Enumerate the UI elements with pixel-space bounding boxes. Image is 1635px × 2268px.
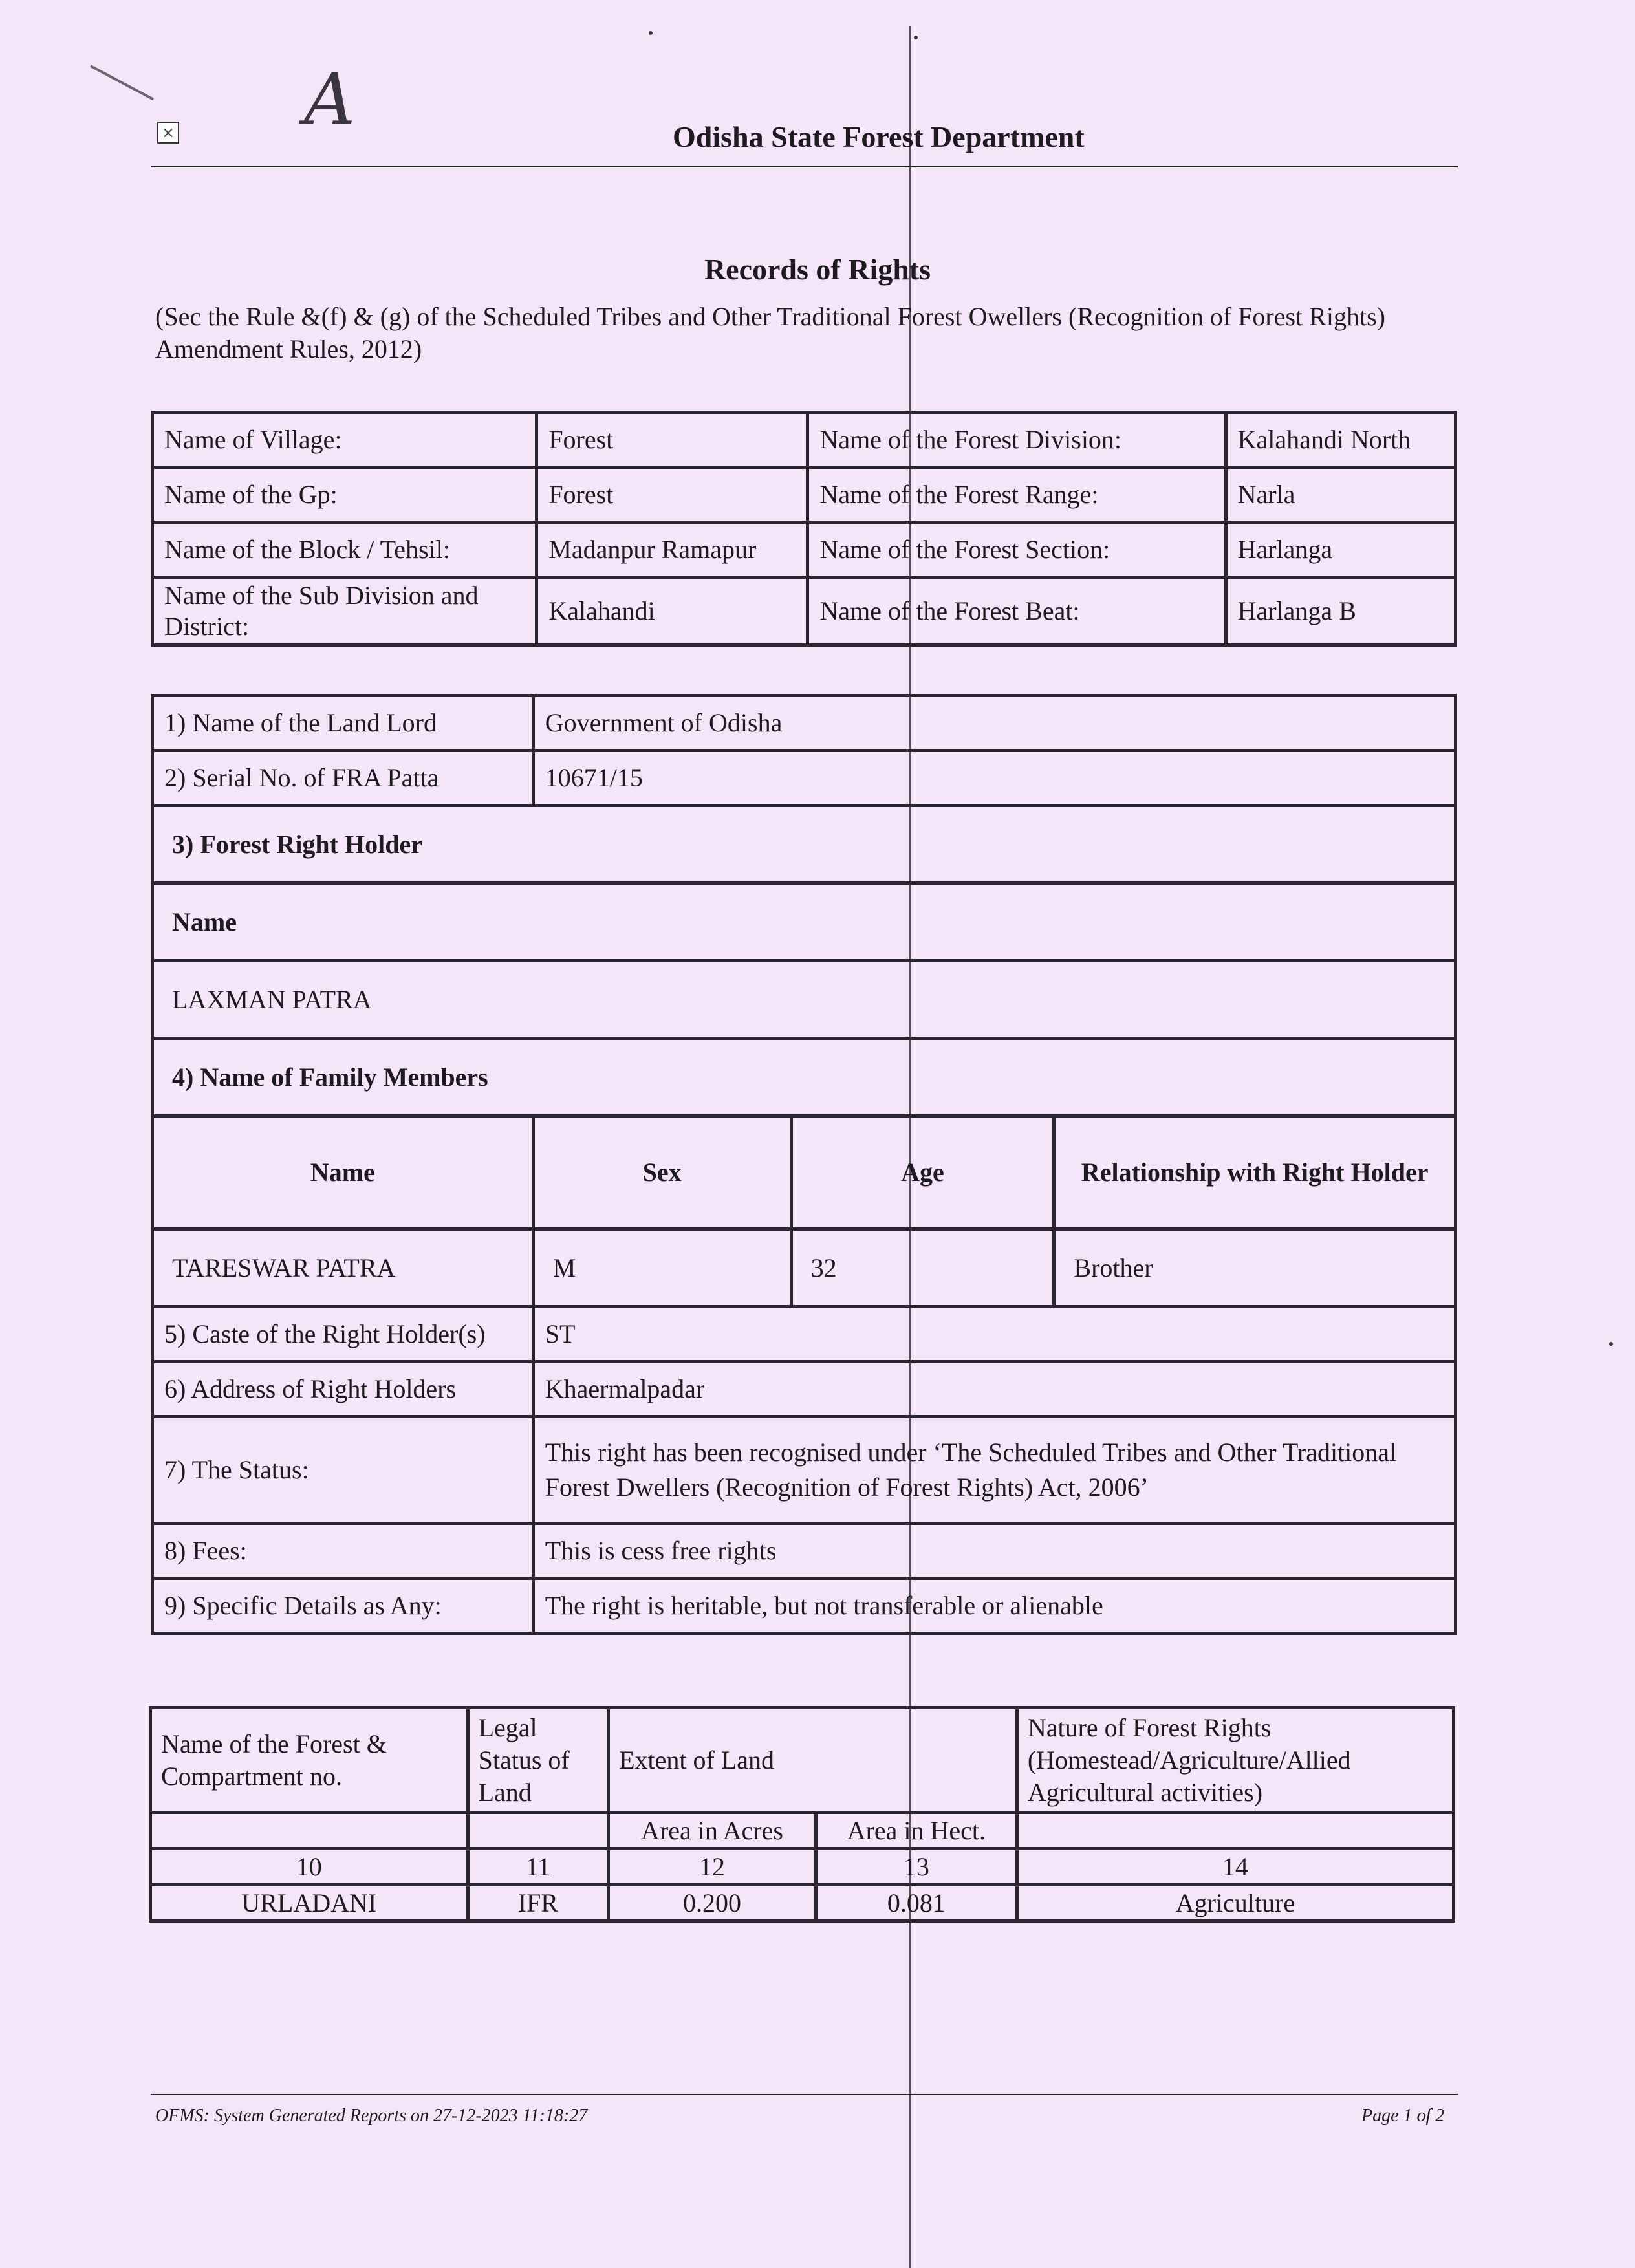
num-legal: 11 <box>468 1849 608 1885</box>
family-heading: 4) Name of Family Members <box>153 1039 1456 1116</box>
caste-label: 5) Caste of the Right Holder(s) <box>153 1307 534 1362</box>
table-row <box>153 1417 1456 1524</box>
land-table <box>149 1706 1455 1923</box>
table-row <box>153 1362 1456 1417</box>
status-value: This right has been recognised under ‘The Scheduled Tribes and Other Traditional Forest Dwellers (Recognition of Forest Rights) Act, 2006’ <box>533 1417 1455 1524</box>
document-subtitle: (Sec the Rule &(f) & (g) of the Scheduled Tribes and Other Traditional Forest Owellers (Recognition of Forest Rights) Amendment Rules, 2012) <box>155 302 1385 363</box>
land-data-row <box>151 1885 1454 1921</box>
num-acres: 12 <box>609 1849 816 1885</box>
member-name: TARESWAR PATRA <box>153 1229 534 1307</box>
land-number-row <box>151 1849 1454 1885</box>
table-row <box>153 751 1456 806</box>
land-acres: 0.200 <box>609 1885 816 1921</box>
details-value: The right is heritable, but not transferable or alienable <box>533 1579 1455 1634</box>
num-nature: 14 <box>1017 1849 1453 1885</box>
family-header-row <box>153 1116 1456 1229</box>
land-hect: 0.081 <box>816 1885 1017 1921</box>
footer-generated: OFMS: System Generated Reports on 27-12-2023 11:18:27 <box>155 2106 588 2126</box>
land-legal: IFR <box>468 1885 608 1921</box>
family-col-name: Name <box>153 1116 534 1229</box>
broken-image-icon: × <box>157 122 179 144</box>
col-extent: Extent of Land <box>609 1708 1017 1813</box>
table-row <box>153 413 1456 468</box>
table-row <box>153 523 1456 578</box>
forest-beat-value: Harlanga B <box>1226 578 1455 645</box>
block-label: Name of the Block / Tehsil: <box>153 523 537 578</box>
num-hect: 13 <box>816 1849 1017 1885</box>
land-forest: URLADANI <box>151 1885 468 1921</box>
subdivision-value: Kalahandi <box>537 578 808 645</box>
col-nature: Nature of Forest Rights (Homestead/Agriculture/Allied Agricultural activities) <box>1017 1708 1453 1813</box>
land-header-row <box>151 1708 1454 1813</box>
scan-pen-stroke <box>90 65 154 100</box>
village-label: Name of Village: <box>153 413 537 468</box>
empty-cell <box>1017 1813 1453 1849</box>
department-title: Odisha State Forest Department <box>673 120 1085 153</box>
details-label: 9) Specific Details as Any: <box>153 1579 534 1634</box>
village-value: Forest <box>537 413 808 468</box>
land-nature: Agriculture <box>1017 1885 1453 1921</box>
record-table <box>151 694 1457 1635</box>
forest-section-value: Harlanga <box>1226 523 1455 578</box>
table-row <box>153 1579 1456 1634</box>
table-row <box>153 1524 1456 1579</box>
address-label: 6) Address of Right Holders <box>153 1362 534 1417</box>
forest-range-label: Name of the Forest Range: <box>808 468 1226 523</box>
table-row <box>153 806 1456 883</box>
serial-value: 10671/15 <box>533 751 1455 806</box>
scan-speck <box>649 31 653 35</box>
fees-label: 8) Fees: <box>153 1524 534 1579</box>
handwritten-mark: A <box>304 58 356 141</box>
family-member-row <box>153 1229 1456 1307</box>
location-table <box>151 411 1457 647</box>
table-row <box>153 578 1456 645</box>
forest-beat-label: Name of the Forest Beat: <box>808 578 1226 645</box>
footer-rule <box>151 2094 1458 2095</box>
sub-hect: Area in Hect. <box>816 1813 1017 1849</box>
forest-range-value: Narla <box>1226 468 1455 523</box>
address-value: Khaermalpadar <box>533 1362 1455 1417</box>
family-col-relation: Relationship with Right Holder <box>1054 1116 1456 1229</box>
scan-speck <box>1609 1342 1613 1346</box>
header-rule <box>151 166 1458 167</box>
table-row <box>153 883 1456 961</box>
member-relation: Brother <box>1054 1229 1456 1307</box>
name-heading: Name <box>153 883 1456 961</box>
scan-speck <box>914 36 918 39</box>
member-age: 32 <box>791 1229 1054 1307</box>
caste-value: ST <box>533 1307 1455 1362</box>
sub-acres: Area in Acres <box>609 1813 816 1849</box>
document-title: Records of Rights <box>704 253 931 286</box>
gp-label: Name of the Gp: <box>153 468 537 523</box>
forest-section-label: Name of the Forest Section: <box>808 523 1226 578</box>
gp-value: Forest <box>537 468 808 523</box>
land-subheader-row <box>151 1813 1454 1849</box>
landlord-label: 1) Name of the Land Lord <box>153 696 534 751</box>
holder-name: LAXMAN PATRA <box>153 961 1456 1039</box>
col-legal-status: Legal Status of Land <box>468 1708 608 1813</box>
serial-label: 2) Serial No. of FRA Patta <box>153 751 534 806</box>
table-row <box>153 961 1456 1039</box>
table-row <box>153 468 1456 523</box>
footer-page-number: Page 1 of 2 <box>1361 2106 1445 2126</box>
forest-division-label: Name of the Forest Division: <box>808 413 1226 468</box>
holder-heading: 3) Forest Right Holder <box>153 806 1456 883</box>
empty-cell <box>468 1813 608 1849</box>
table-row <box>153 696 1456 751</box>
table-row <box>153 1039 1456 1116</box>
family-col-age: Age <box>791 1116 1054 1229</box>
fees-value: This is cess free rights <box>533 1524 1455 1579</box>
num-forest: 10 <box>151 1849 468 1885</box>
family-col-sex: Sex <box>533 1116 791 1229</box>
status-label: 7) The Status: <box>153 1417 534 1524</box>
subdivision-label: Name of the Sub Division and District: <box>153 578 537 645</box>
forest-division-value: Kalahandi North <box>1226 413 1455 468</box>
member-sex: M <box>533 1229 791 1307</box>
landlord-value: Government of Odisha <box>533 696 1455 751</box>
col-forest-compartment: Name of the Forest & Compartment no. <box>151 1708 468 1813</box>
block-value: Madanpur Ramapur <box>537 523 808 578</box>
table-row <box>153 1307 1456 1362</box>
empty-cell <box>151 1813 468 1849</box>
